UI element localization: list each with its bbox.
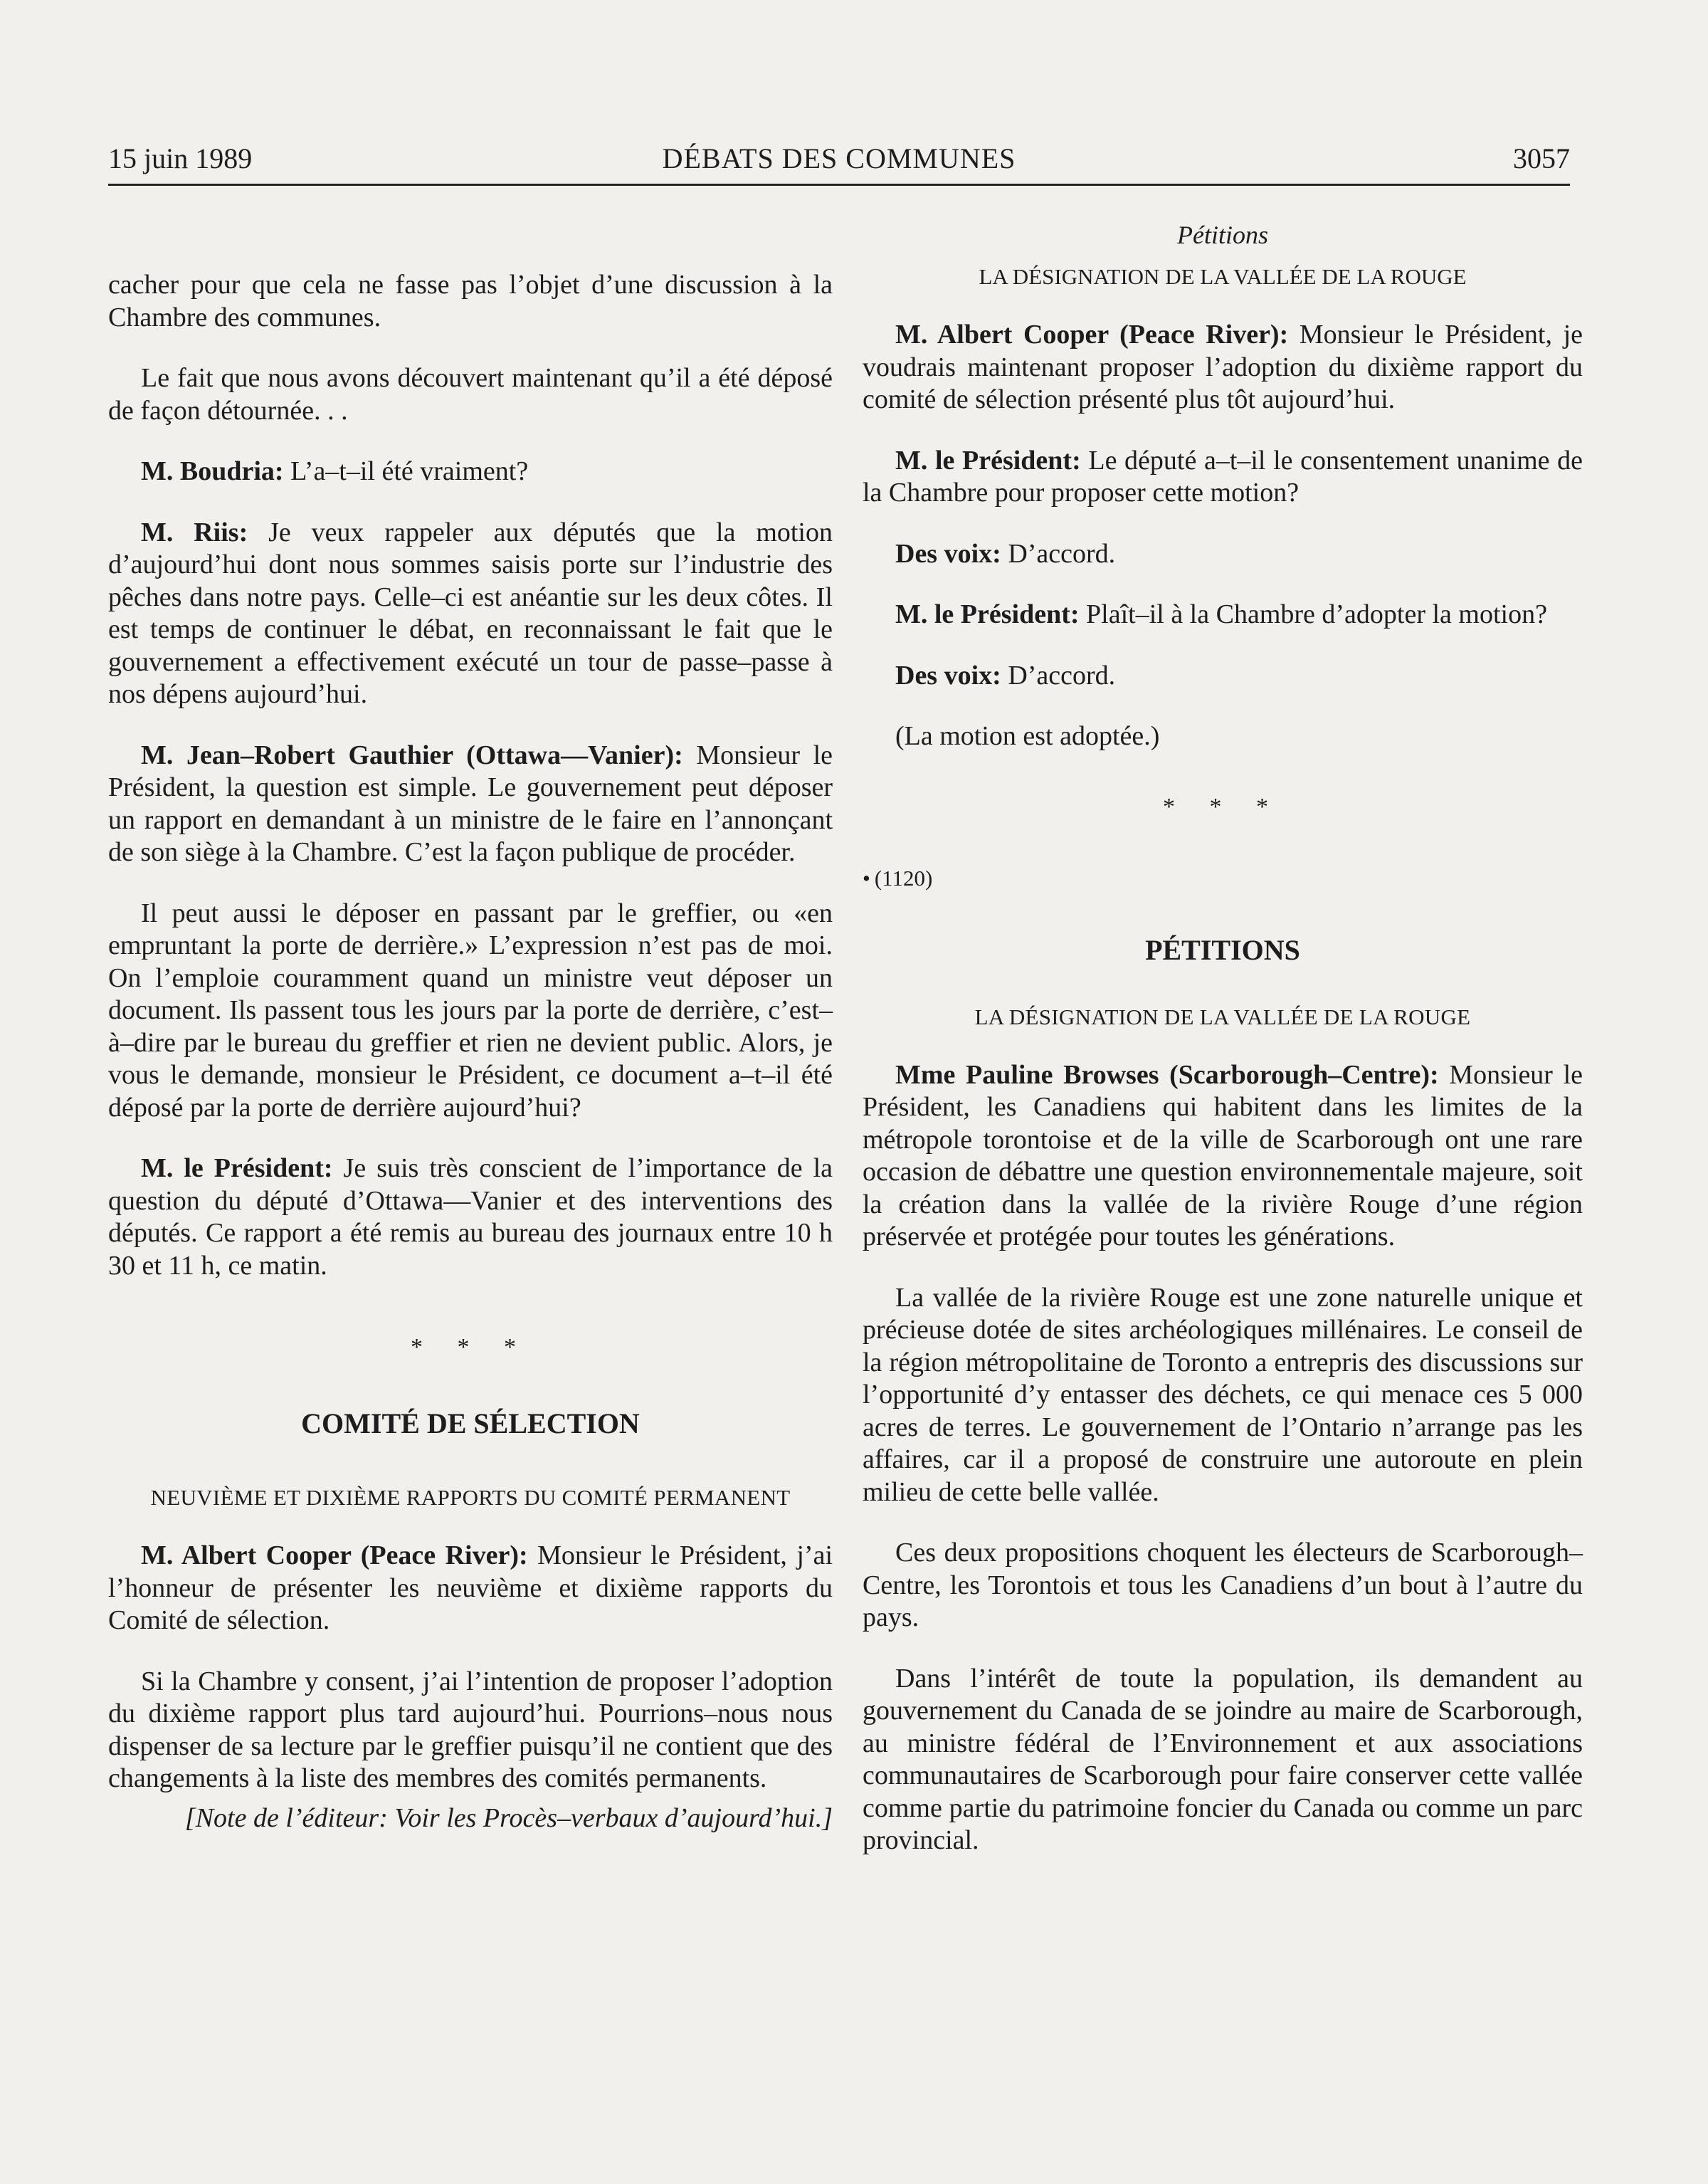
editor-note: [Note de l’éditeur: Voir les Procès–verbaux d’aujourd’hui.]	[184, 1802, 833, 1833]
bullet-icon: •	[863, 865, 870, 891]
speech-text: Je suis très conscient de l’importance de la question du député d’Ottawa—Vanier et des interventions des députés. Ce rapport a été remis au bureau des journaux entre 10 h 30 et 11 h, ce matin.	[108, 1153, 833, 1281]
speech-text: Monsieur le Président, je voudrais maintenant proposer l’adoption du dixième rapport du comité de sélection présenté plus tôt aujourd’hui.	[863, 320, 1583, 414]
time-marker	[863, 864, 1583, 893]
speaker-name: Mme Pauline Browses (Scarborough–Centre):	[895, 1059, 1439, 1090]
speech-text: Je veux rappeler aux députés que la motion d’aujourd’hui dont nous sommes saisis porte sur l’industrie des pêches dans notre pays. Celle–ci est anéantie sur les deux côtes. Il est temps de continuer le débat, en reconnaissant le fait que le gouvernement a effectivement exécuté un tour de passe–passe à nos dépens aujourd’hui.	[108, 517, 833, 709]
time-text: (1120)	[874, 865, 933, 891]
speaker-name: M. Jean–Robert Gauthier (Ottawa—Vanier):	[141, 740, 683, 770]
speaker-name: M. Riis:	[141, 517, 248, 547]
section-separator-stars: * * *	[1163, 793, 1282, 820]
speaker-name: Des voix:	[895, 660, 1001, 691]
speech-text: Le député a–t–il le consentement unanime de la Chambre pour proposer cette motion?	[863, 445, 1583, 508]
speaker-name: Des voix:	[895, 538, 1001, 569]
section-subheading: LA DÉSIGNATION DE LA VALLÉE DE LA ROUGE	[974, 1004, 1471, 1029]
header-rule	[108, 184, 1570, 186]
speech-text: L’a–t–il été vraiment?	[283, 456, 529, 486]
header-page-number: 3057	[1513, 142, 1570, 174]
speech-voices	[863, 538, 1583, 571]
speech-cooper	[863, 319, 1583, 416]
speech-voices	[863, 660, 1583, 693]
left-column	[108, 206, 833, 1834]
speaker-name: M. le Président:	[895, 599, 1080, 629]
section-heading: COMITÉ DE SÉLECTION	[301, 1407, 640, 1439]
speech-riis	[108, 517, 833, 711]
section-subheading: LA DÉSIGNATION DE LA VALLÉE DE LA ROUGE	[979, 264, 1467, 289]
running-header	[108, 141, 1570, 177]
paragraph: cacher pour que cela ne fasse pas l’objet d’une discussion à la Chambre des communes.	[108, 270, 833, 332]
paragraph: Il peut aussi le déposer en passant par le greffier, ou «en empruntant la porte de derrière.» L’expression n’est pas de moi. On l’emploie couramment quand un ministre veut déposer un document. Ils passent tous les jours par la porte de derrière, c’est–à–dire par le bureau du greffier et rien ne devient public. Alors, je vous le demande, monsieur le Président, ce document a–t–il été déposé par la porte de derrière aujourd’hui?	[108, 898, 833, 1123]
paragraph: Dans l’intérêt de toute la population, ils demandent au gouvernement du Canada de se joindre au maire de Scarborough, au ministre fédéral de l’Environnement et aux associations communautaires de Scarborough pour faire conserver cette vallée comme partie du patrimoine foncier du Canada ou comme un parc provincial.	[863, 1663, 1583, 1855]
speech-text: D’accord.	[1001, 538, 1116, 569]
speech-president	[108, 1153, 833, 1282]
speaker-name: M. le Président:	[895, 445, 1081, 476]
section-heading: PÉTITIONS	[1145, 933, 1300, 966]
speech-text: Plaît–il à la Chambre d’adopter la motion?	[1079, 599, 1547, 629]
header-date: 15 juin 1989	[108, 142, 253, 174]
paragraph: Si la Chambre y consent, j’ai l’intention de proposer l’adoption du dixième rapport plus tard aujourd’hui. Pourrions–nous nous dispenser de sa lecture par le greffier puisqu’il ne contient que des changements à la liste des membres des comités permanents.	[108, 1666, 833, 1793]
paragraph: Le fait que nous avons découvert maintenant qu’il a été déposé de façon détournée. . .	[108, 363, 833, 426]
speech-president	[863, 599, 1583, 631]
speech-cooper	[108, 1540, 833, 1637]
right-column	[863, 206, 1583, 1857]
speaker-name: M. Boudria:	[141, 456, 284, 486]
paragraph: La vallée de la rivière Rouge est une zone naturelle unique et précieuse dotée de sites archéologiques millénaires. Le conseil de la région métropolitaine de Toronto a entrepris des discussions sur l’opportunité d’y entasser des déchets, ce qui menace ces 5 000 acres de terres. Le gouvernement de l’Ontario n’arrange pas les affaires, car il a proposé de construire une autoroute en plein milieu de cette belle vallée.	[863, 1282, 1583, 1507]
header-title: DÉBATS DES COMMUNES	[662, 142, 1016, 174]
speaker-name: M. Albert Cooper (Peace River):	[141, 1540, 528, 1570]
paragraph: Ces deux propositions choquent les électeurs de Scarborough–Centre, les Torontois et tous les Canadiens d’un bout à l’autre du pays.	[863, 1538, 1583, 1632]
speech-text: Monsieur le Président, j’ai l’honneur de présenter les neuvième et dixième rapports du Comité de sélection.	[108, 1540, 833, 1635]
section-label: Pétitions	[1177, 221, 1268, 249]
speech-browses	[863, 1059, 1583, 1254]
speech-president	[863, 445, 1583, 510]
speech-gauthier	[108, 740, 833, 869]
speech-text: Monsieur le Président, la question est simple. Le gouvernement peut déposer un rapport en demandant à un ministre de le faire en l’annonçant de son siège à la Chambre. C’est la façon publique de procéder.	[108, 740, 833, 867]
paragraph-motion-adopted: (La motion est adoptée.)	[895, 721, 1160, 751]
section-subheading: NEUVIÈME ET DIXIÈME RAPPORTS DU COMITÉ PERMANENT	[150, 1485, 791, 1510]
speaker-name: M. le Président:	[141, 1153, 333, 1183]
speech-text: Monsieur le Président, les Canadiens qui habitent dans les limites de la métropole torontoise et de la ville de Scarborough ont une rare occasion de débattre une question environnementale majeure, soit la création dans la vallée de la rivière Rouge d’une région préservée et protégée pour toutes les générations.	[863, 1059, 1583, 1251]
speech-boudria	[108, 456, 833, 488]
speaker-name: M. Albert Cooper (Peace River):	[895, 320, 1289, 350]
speech-text: D’accord.	[1001, 660, 1116, 691]
section-separator-stars: * * *	[411, 1334, 530, 1360]
